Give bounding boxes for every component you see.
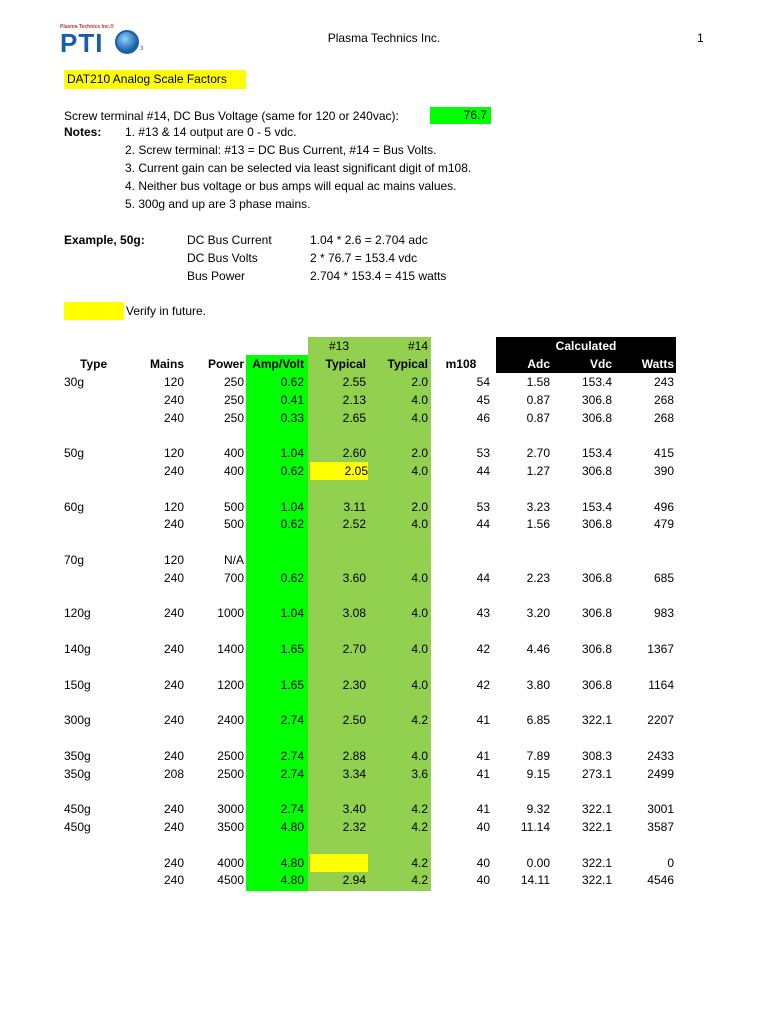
cell-typical-14: 4.2 bbox=[411, 855, 428, 870]
cell-watts: 3001 bbox=[647, 802, 674, 817]
cell-vdc: 273.1 bbox=[581, 766, 612, 781]
note-item: 4. Neither bus voltage or bus amps will equal ac mains values. bbox=[125, 179, 457, 193]
cell-vdc: 306.8 bbox=[581, 570, 612, 585]
cell-amp-volt bbox=[246, 551, 304, 569]
cell-vdc: 306.8 bbox=[581, 410, 612, 425]
cell-amp-volt: 4.80 bbox=[280, 820, 304, 834]
cell-typical-13: 3.11 bbox=[343, 499, 366, 514]
cell-power: 700 bbox=[223, 570, 244, 585]
cell-watts: 3587 bbox=[647, 820, 674, 834]
cell-type: 50g bbox=[64, 446, 85, 461]
cell-m108 bbox=[432, 551, 490, 569]
cell-typical-13: 2.13 bbox=[342, 392, 366, 407]
cell-amp-volt: 1.65 bbox=[280, 642, 304, 656]
cell-m108: 40 bbox=[476, 855, 490, 870]
verify-swatch bbox=[64, 302, 124, 320]
cell-amp-volt: 0.33 bbox=[280, 410, 304, 425]
header-m108: m108 bbox=[445, 357, 477, 371]
cell-power: 4500 bbox=[217, 873, 244, 888]
group-header-calculated: Calculated bbox=[555, 339, 617, 353]
note-item: 1. #13 & 14 output are 0 - 5 vdc. bbox=[125, 125, 297, 139]
cell-typical-13 bbox=[310, 854, 368, 872]
example-row-name: DC Bus Current bbox=[187, 233, 272, 247]
cell-adc: 2.23 bbox=[526, 570, 550, 585]
cell-typical-13: 2.05 bbox=[310, 462, 368, 480]
cell-type bbox=[64, 462, 124, 480]
cell-m108: 54 bbox=[476, 375, 490, 389]
cell-amp-volt: 0.41 bbox=[280, 392, 304, 407]
cell-typical-14: 4.0 bbox=[411, 410, 428, 425]
cell-watts: 390 bbox=[653, 464, 674, 478]
cell-adc: 9.32 bbox=[526, 802, 550, 817]
cell-type: 140g bbox=[64, 642, 91, 656]
screw-terminal-value: 76.7 bbox=[430, 107, 491, 124]
cell-vdc: 322.1 bbox=[581, 713, 612, 728]
cell-typical-13: 2.30 bbox=[342, 677, 366, 692]
cell-typical-14: 4.0 bbox=[411, 677, 428, 692]
cell-power: 3500 bbox=[217, 820, 244, 834]
cell-typical-14: 3.6 bbox=[411, 766, 428, 781]
cell-type: 30g bbox=[64, 375, 85, 389]
header-type: Type bbox=[80, 357, 108, 371]
header-mains: Mains bbox=[149, 357, 184, 371]
cell-adc: 3.20 bbox=[526, 606, 550, 621]
cell-type: 150g bbox=[64, 677, 91, 692]
cell-typical-13 bbox=[308, 551, 366, 569]
cell-adc: 11.14 bbox=[520, 820, 550, 834]
cell-typical-13: 2.50 bbox=[342, 713, 366, 728]
cell-adc: 1.58 bbox=[526, 375, 550, 389]
cell-watts: 415 bbox=[653, 446, 674, 461]
cell-power: 250 bbox=[223, 410, 244, 425]
cell-adc: 3.23 bbox=[526, 499, 550, 514]
cell-power: 400 bbox=[223, 446, 244, 461]
cell-power: N/A bbox=[223, 553, 244, 567]
cell-type: 450g bbox=[64, 802, 91, 817]
cell-watts: 243 bbox=[653, 375, 674, 389]
cell-type: 60g bbox=[64, 499, 85, 514]
cell-m108: 41 bbox=[476, 766, 490, 781]
cell-m108: 40 bbox=[476, 820, 490, 834]
cell-typical-14: 4.2 bbox=[411, 802, 428, 817]
header-company: Plasma Technics Inc. bbox=[327, 31, 441, 45]
cell-mains: 240 bbox=[163, 713, 184, 728]
cell-vdc: 322.1 bbox=[581, 873, 612, 888]
cell-watts: 496 bbox=[653, 499, 674, 514]
cell-amp-volt: 4.80 bbox=[280, 873, 304, 888]
cell-power: 400 bbox=[223, 464, 244, 478]
cell-watts: 2499 bbox=[647, 766, 674, 781]
cell-vdc: 322.1 bbox=[581, 820, 612, 834]
cell-type bbox=[64, 569, 124, 587]
cell-adc: 0.87 bbox=[526, 392, 550, 407]
cell-power: 2500 bbox=[217, 766, 244, 781]
cell-adc bbox=[496, 551, 550, 569]
cell-typical-14: 2.0 bbox=[411, 499, 428, 514]
cell-mains: 240 bbox=[163, 464, 184, 478]
cell-typical-13: 2.70 bbox=[342, 642, 366, 656]
cell-vdc: 306.8 bbox=[581, 642, 612, 656]
cell-mains: 240 bbox=[163, 642, 184, 656]
cell-amp-volt: 2.74 bbox=[280, 766, 304, 781]
cell-m108: 46 bbox=[476, 410, 490, 425]
cell-type: 450g bbox=[64, 820, 91, 834]
cell-mains: 120 bbox=[163, 553, 184, 567]
example-row-calc: 1.04 * 2.6 = 2.704 adc bbox=[310, 233, 428, 247]
cell-m108: 41 bbox=[476, 748, 490, 763]
cell-watts bbox=[612, 551, 674, 569]
cell-amp-volt: 0.62 bbox=[280, 375, 304, 389]
cell-m108: 45 bbox=[476, 392, 490, 407]
cell-mains: 240 bbox=[163, 748, 184, 763]
cell-vdc: 306.8 bbox=[581, 392, 612, 407]
cell-power: 4000 bbox=[217, 855, 244, 870]
cell-m108: 44 bbox=[476, 517, 490, 532]
cell-watts: 983 bbox=[653, 606, 674, 621]
cell-amp-volt: 1.04 bbox=[280, 446, 304, 461]
cell-type bbox=[64, 391, 124, 409]
note-item: 5. 300g and up are 3 phase mains. bbox=[125, 197, 311, 211]
cell-typical-14: 4.0 bbox=[411, 392, 428, 407]
cell-typical-14: 4.0 bbox=[411, 464, 428, 478]
cell-adc: 2.70 bbox=[526, 446, 550, 461]
cell-m108: 41 bbox=[476, 802, 490, 817]
header-adc: Adc bbox=[527, 357, 550, 371]
cell-typical-14: 2.0 bbox=[411, 375, 428, 389]
cell-mains: 120 bbox=[163, 375, 184, 389]
cell-vdc: 153.4 bbox=[581, 499, 612, 514]
cell-mains: 120 bbox=[163, 446, 184, 461]
notes-label: Notes: bbox=[64, 125, 102, 139]
cell-watts: 0 bbox=[667, 855, 674, 870]
cell-typical-13: 3.34 bbox=[342, 766, 366, 781]
cell-type bbox=[64, 871, 124, 889]
cell-typical-14: 4.2 bbox=[411, 873, 428, 888]
cell-adc: 0.87 bbox=[526, 410, 550, 425]
cell-typical-13: 3.40 bbox=[342, 802, 366, 817]
cell-typical-13: 2.52 bbox=[342, 517, 366, 532]
cell-adc: 7.89 bbox=[526, 748, 550, 763]
cell-mains: 240 bbox=[163, 410, 184, 425]
cell-adc: 3.80 bbox=[526, 677, 550, 692]
cell-mains: 240 bbox=[163, 606, 184, 621]
cell-amp-volt: 4.80 bbox=[280, 855, 304, 870]
logo-small-text: Plasma Technics Inc.® bbox=[60, 24, 114, 30]
cell-watts: 685 bbox=[653, 570, 674, 585]
group-header-14: #14 bbox=[407, 339, 428, 353]
cell-typical-14: 4.2 bbox=[411, 713, 428, 728]
logo-sub-text: 3 bbox=[140, 46, 144, 52]
cell-vdc: 306.8 bbox=[581, 517, 612, 532]
cell-typical-13: 2.55 bbox=[342, 375, 366, 389]
example-row-calc: 2.704 * 153.4 = 415 watts bbox=[310, 269, 447, 283]
cell-watts: 268 bbox=[653, 392, 674, 407]
cell-watts: 2207 bbox=[647, 713, 674, 728]
header-amp-volt: Amp/Volt bbox=[252, 357, 304, 371]
cell-power: 250 bbox=[223, 375, 244, 389]
cell-m108: 42 bbox=[476, 677, 490, 692]
cell-amp-volt: 2.74 bbox=[280, 748, 304, 763]
page-number: 1 bbox=[697, 31, 704, 45]
cell-adc: 0.00 bbox=[526, 855, 550, 870]
cell-m108: 40 bbox=[476, 873, 490, 888]
cell-type: 350g bbox=[64, 748, 91, 763]
cell-mains: 240 bbox=[163, 570, 184, 585]
cell-mains: 240 bbox=[163, 392, 184, 407]
cell-vdc: 322.1 bbox=[581, 802, 612, 817]
cell-amp-volt: 1.04 bbox=[280, 499, 304, 514]
cell-power: 2400 bbox=[217, 713, 244, 728]
cell-typical-14: 4.2 bbox=[411, 820, 428, 834]
cell-typical-14: 4.0 bbox=[411, 570, 428, 585]
cell-adc: 9.15 bbox=[526, 766, 550, 781]
cell-type: 350g bbox=[64, 766, 91, 781]
screw-terminal-line: Screw terminal #14, DC Bus Voltage (same for 120 or 240vac): bbox=[64, 109, 399, 123]
cell-vdc bbox=[550, 551, 612, 569]
cell-typical-14: 4.0 bbox=[411, 748, 428, 763]
cell-vdc: 306.8 bbox=[581, 677, 612, 692]
header-vdc: Vdc bbox=[589, 357, 612, 371]
cell-type: 120g bbox=[64, 606, 91, 621]
cell-m108: 42 bbox=[476, 642, 490, 656]
cell-typical-13: 3.08 bbox=[342, 606, 366, 621]
cell-power: 500 bbox=[223, 499, 244, 514]
cell-m108: 44 bbox=[476, 464, 490, 478]
header-typical-13: Typical bbox=[325, 357, 366, 371]
cell-typical-13: 2.65 bbox=[342, 410, 366, 425]
cell-vdc: 153.4 bbox=[581, 375, 612, 389]
logo-text: PTI bbox=[60, 28, 104, 58]
cell-mains: 240 bbox=[163, 802, 184, 817]
header-watts: Watts bbox=[641, 357, 674, 371]
cell-adc: 1.56 bbox=[526, 517, 550, 532]
cell-adc: 14.11 bbox=[520, 873, 550, 888]
cell-typical-13: 2.32 bbox=[342, 820, 366, 834]
cell-m108: 43 bbox=[476, 606, 490, 621]
cell-power: 1000 bbox=[217, 606, 244, 621]
example-row-name: Bus Power bbox=[187, 269, 246, 283]
header-typical-14: Typical bbox=[387, 357, 428, 371]
cell-mains: 208 bbox=[163, 766, 184, 781]
cell-amp-volt: 2.74 bbox=[280, 802, 304, 817]
cell-vdc: 153.4 bbox=[581, 446, 612, 461]
cell-watts: 2433 bbox=[647, 748, 674, 763]
example-label: Example, 50g: bbox=[64, 233, 145, 247]
cell-type: 300g bbox=[64, 713, 91, 728]
note-item: 2. Screw terminal: #13 = DC Bus Current, #14 = Bus Volts. bbox=[125, 143, 437, 157]
cell-adc: 6.85 bbox=[526, 713, 550, 728]
cell-power: 2500 bbox=[217, 748, 244, 763]
cell-type bbox=[64, 409, 124, 427]
cell-typical-13: 3.60 bbox=[342, 570, 366, 585]
cell-mains: 240 bbox=[163, 517, 184, 532]
cell-power: 500 bbox=[223, 517, 244, 532]
cell-mains: 240 bbox=[163, 820, 184, 834]
cell-adc: 4.46 bbox=[526, 642, 550, 656]
note-item: 3. Current gain can be selected via least significant digit of m108. bbox=[125, 161, 472, 175]
group-header-13: #13 bbox=[328, 339, 350, 353]
cell-typical-14: 4.0 bbox=[411, 606, 428, 621]
cell-watts: 479 bbox=[653, 517, 674, 532]
cell-amp-volt: 2.74 bbox=[280, 713, 304, 728]
cell-type bbox=[64, 515, 124, 533]
cell-typical-13: 2.88 bbox=[342, 748, 366, 763]
cell-type bbox=[64, 854, 124, 872]
cell-typical-13: 2.94 bbox=[342, 873, 366, 888]
cell-typical-14 bbox=[370, 551, 428, 569]
cell-m108: 53 bbox=[476, 499, 490, 514]
cell-typical-14: 4.0 bbox=[411, 642, 428, 656]
cell-amp-volt: 1.65 bbox=[280, 677, 304, 692]
header-power: Power bbox=[207, 357, 244, 371]
cell-typical-13: 2.60 bbox=[342, 446, 366, 461]
cell-watts: 1164 bbox=[648, 677, 674, 692]
cell-m108: 41 bbox=[476, 713, 490, 728]
cell-watts: 268 bbox=[653, 410, 674, 425]
cell-typical-14: 2.0 bbox=[411, 446, 428, 461]
cell-amp-volt: 0.62 bbox=[280, 517, 304, 532]
cell-power: 3000 bbox=[217, 802, 244, 817]
cell-adc: 1.27 bbox=[526, 464, 550, 478]
example-row-calc: 2 * 76.7 = 153.4 vdc bbox=[310, 251, 418, 265]
cell-amp-volt: 1.04 bbox=[280, 606, 304, 621]
cell-mains: 240 bbox=[163, 677, 184, 692]
example-row-name: DC Bus Volts bbox=[187, 251, 258, 265]
cell-vdc: 306.8 bbox=[581, 464, 612, 478]
cell-type: 70g bbox=[64, 553, 85, 567]
cell-typical-14: 4.0 bbox=[411, 517, 428, 532]
cell-vdc: 306.8 bbox=[581, 606, 612, 621]
cell-amp-volt: 0.62 bbox=[280, 464, 304, 478]
cell-vdc: 322.1 bbox=[581, 855, 612, 870]
cell-m108: 53 bbox=[476, 446, 490, 461]
cell-mains: 240 bbox=[163, 873, 184, 888]
cell-watts: 4546 bbox=[647, 873, 674, 888]
cell-vdc: 308.3 bbox=[581, 748, 612, 763]
document-title: DAT210 Analog Scale Factors bbox=[64, 70, 246, 89]
cell-mains: 120 bbox=[163, 499, 184, 514]
cell-power: 1200 bbox=[217, 677, 244, 692]
cell-watts: 1367 bbox=[647, 642, 674, 656]
verify-text: Verify in future. bbox=[126, 304, 207, 318]
cell-amp-volt: 0.62 bbox=[280, 570, 304, 585]
cell-m108: 44 bbox=[476, 570, 490, 585]
cell-mains: 240 bbox=[163, 855, 184, 870]
cell-power: 1400 bbox=[217, 642, 244, 656]
cell-power: 250 bbox=[223, 392, 244, 407]
